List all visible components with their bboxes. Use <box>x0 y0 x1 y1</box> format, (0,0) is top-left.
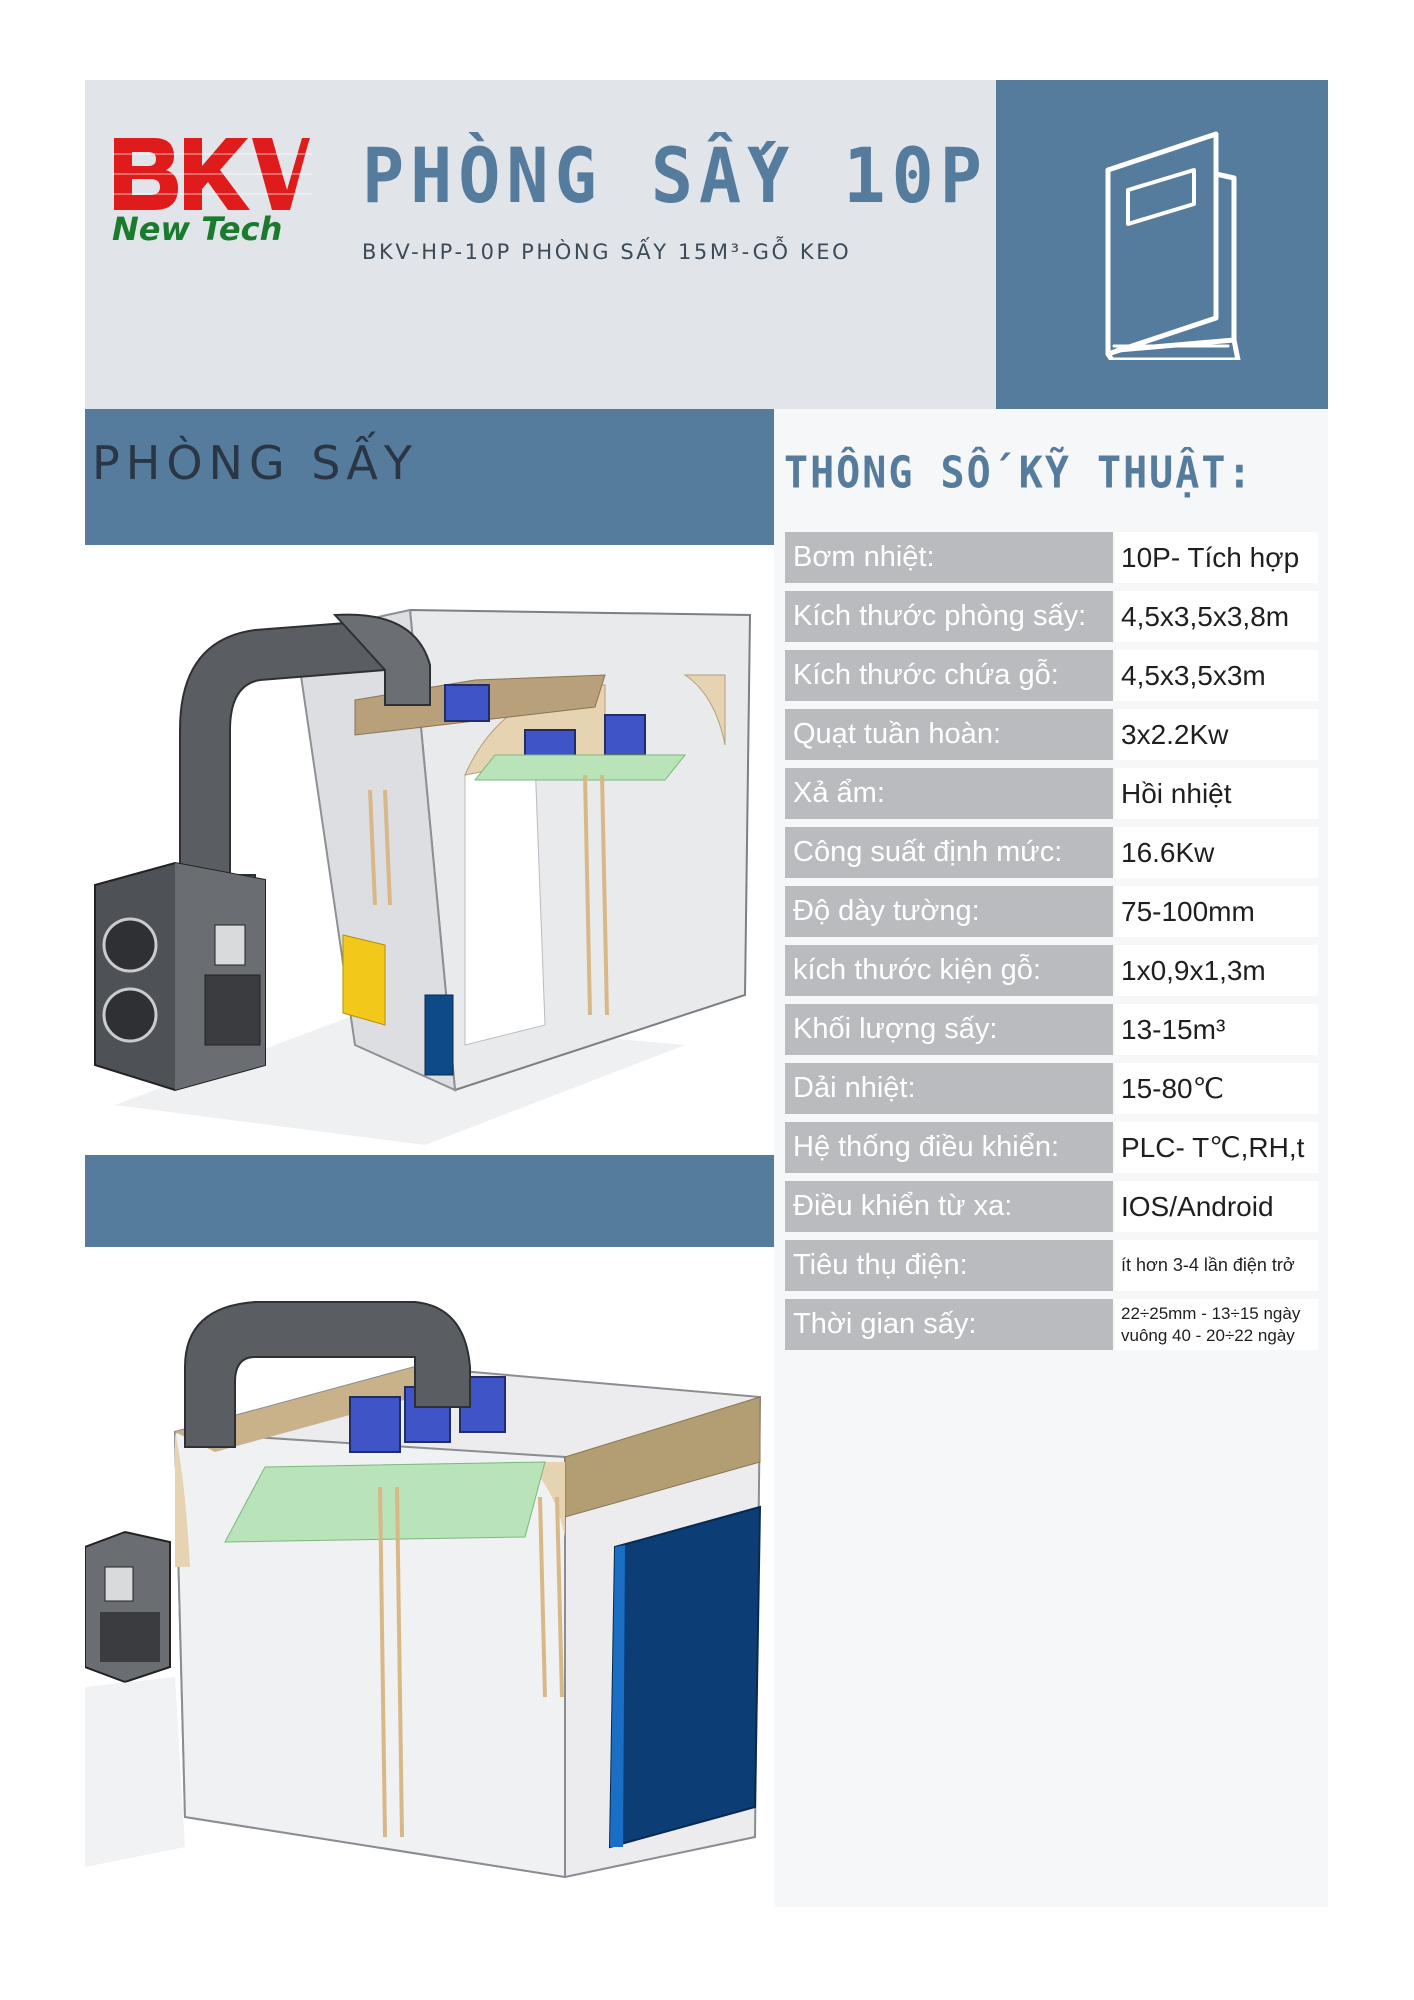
page-title: PHÒNG SẤY 10P <box>362 132 988 221</box>
spec-label: Hệ thống điều khiển: <box>785 1122 1113 1173</box>
spec-row-dehumidify <box>785 768 1318 819</box>
spec-label: Khối lượng sấy: <box>785 1004 1113 1055</box>
page-subtitle: BKV-HP-10P PHÒNG SẤY 15M³-GỖ KEO <box>362 240 852 264</box>
spec-label: Điều khiển từ xa: <box>785 1181 1113 1232</box>
drying-room-render-front <box>85 545 774 1155</box>
spec-value: IOS/Android <box>1115 1181 1318 1232</box>
spec-label: Công suất định mức: <box>785 827 1113 878</box>
spec-row-bundle-size <box>785 945 1318 996</box>
spec-value: 4,5x3,5x3,8m <box>1115 591 1318 642</box>
spec-row-room-size <box>785 591 1318 642</box>
spec-row-wall-thickness <box>785 886 1318 937</box>
spec-label: Tiêu thụ điện: <box>785 1240 1113 1291</box>
spec-row-drying-time <box>785 1299 1318 1350</box>
drying-room-render-side <box>85 1247 774 1907</box>
spec-label: Dải nhiệt: <box>785 1063 1113 1114</box>
spec-value: Hồi nhiệt <box>1115 768 1318 819</box>
spec-value: 75-100mm <box>1115 886 1318 937</box>
spec-value: 15-80℃ <box>1115 1063 1318 1114</box>
spec-row-wood-capacity <box>785 650 1318 701</box>
bkv-logo-mark <box>112 134 312 214</box>
spec-label: Bơm nhiệt: <box>785 532 1113 583</box>
spec-row-heat-pump <box>785 532 1318 583</box>
logo-subtext: New Tech <box>112 210 283 248</box>
specs-heading: THÔNG SỐ KỸ THUẬT: <box>784 448 1254 499</box>
spec-value: 16.6Kw <box>1115 827 1318 878</box>
spec-row-remote-control <box>785 1181 1318 1232</box>
spec-label: Thời gian sấy: <box>785 1299 1113 1350</box>
spec-label: Xả ẩm: <box>785 768 1113 819</box>
spec-row-drying-volume <box>785 1004 1318 1055</box>
spec-label: Kích thước chứa gỗ: <box>785 650 1113 701</box>
spec-label: Độ dày tường: <box>785 886 1113 937</box>
spec-row-rated-power <box>785 827 1318 878</box>
spec-row-temperature-range <box>785 1063 1318 1114</box>
section-heading: PHÒNG SẤY <box>92 436 418 490</box>
spec-value: 3x2.2Kw <box>1115 709 1318 760</box>
spec-value: PLC- T℃,RH,t <box>1115 1122 1318 1173</box>
spec-label: Quạt tuần hoàn: <box>785 709 1113 760</box>
spec-row-control-system <box>785 1122 1318 1173</box>
spec-row-power-consumption <box>785 1240 1318 1291</box>
spec-value: 10P- Tích hợp <box>1115 532 1318 583</box>
brand-logo <box>112 134 312 254</box>
spec-value <box>1115 1299 1318 1350</box>
spec-value: 13-15m³ <box>1115 1004 1318 1055</box>
spec-value: ít hơn 3-4 lần điện trở <box>1115 1240 1318 1291</box>
spec-value: 4,5x3,5x3m <box>1115 650 1318 701</box>
spec-value-line: 22÷25mm - 13÷15 ngày <box>1121 1304 1301 1323</box>
spec-row-fans <box>785 709 1318 760</box>
spec-value: 1x0,9x1,3m <box>1115 945 1318 996</box>
specs-table <box>785 532 1318 1358</box>
spec-value-line: vuông 40 - 20÷22 ngày <box>1121 1326 1295 1345</box>
spec-label: Kích thước phòng sấy: <box>785 591 1113 642</box>
spec-label: kích thước kiện gỗ: <box>785 945 1113 996</box>
middle-band <box>85 1155 774 1247</box>
book-icon <box>1098 128 1244 360</box>
